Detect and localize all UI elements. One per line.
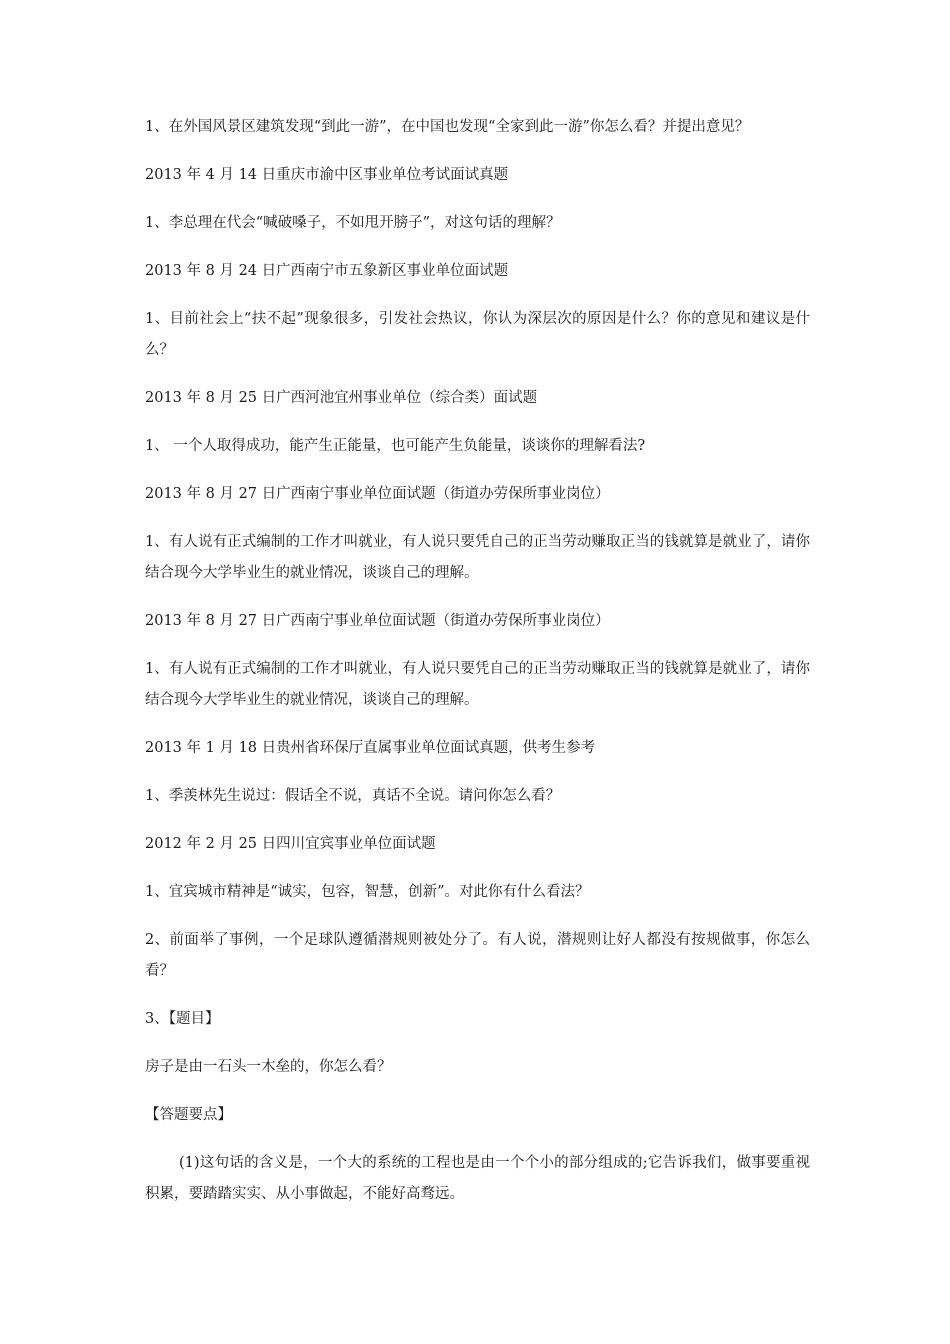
exam-heading: 2013 年 8 月 25 日广西河池宜州事业单位（综合类）面试题 [145,390,538,406]
question-text: 1、 一个人取得成功，能产生正能量，也可能产生负能量，谈谈你的理解看法? [145,438,646,454]
question-text: 1、在外国风景区建筑发现“到此一游”，在中国也发现“全家到此一游”你怎么看？并提出意见？ [145,119,750,135]
question-label: 3、【题目】 [145,1011,220,1027]
question-text: 1、有人说有正式编制的工作才叫就业，有人说只要凭自己的正当劳动赚取正当的钱就算是就业了，请你结合现今大学毕业生的就业情况，谈谈自己的理解。 [145,534,810,581]
exam-heading: 2012 年 2 月 25 日四川宜宾事业单位面试题 [145,836,436,852]
question-text: 1、宜宾城市精神是“诚实，包容，智慧，创新”。对此你有什么看法？ [145,884,590,900]
exam-heading: 2013 年 4 月 14 日重庆市渝中区事业单位考试面试真题 [145,167,509,183]
exam-heading: 2013 年 8 月 27 日广西南宁事业单位面试题（街道办劳保所事业岗位） [145,613,610,629]
question-text: 1、季羡林先生说过：假话全不说，真话不全说。请问你怎么看？ [145,788,561,804]
exam-heading: 2013 年 1 月 18 日贵州省环保厅直属事业单位面试真题，供考生参考 [145,740,596,756]
question-text: 1、目前社会上“扶不起”现象很多，引发社会热议，你认为深层次的原因是什么？你的意见和建议是什么？ [145,311,810,358]
answer-point: (1)这句话的含义是，一个大的系统的工程也是由一个个小的部分组成的;它告诉我们，做事要重视积累，要踏踏实实、从小事做起，不能好高骛远。 [145,1155,810,1202]
question-text: 2、前面举了事例，一个足球队遵循潜规则被处分了。有人说，潜规则让好人都没有按规做事，你怎么看？ [145,932,810,979]
question-text: 1、有人说有正式编制的工作才叫就业，有人说只要凭自己的正当劳动赚取正当的钱就算是就业了，请你结合现今大学毕业生的就业情况，谈谈自己的理解。 [145,661,810,708]
question-text: 房子是由一石头一木垒的，你怎么看？ [145,1059,392,1075]
question-text: 1、李总理在代会“喊破嗓子，不如甩开膀子”，对这句话的理解？ [145,215,561,231]
answer-key-label: 【答题要点】 [145,1107,232,1123]
exam-heading: 2013 年 8 月 24 日广西南宁市五象新区事业单位面试题 [145,263,509,279]
exam-heading: 2013 年 8 月 27 日广西南宁事业单位面试题（街道办劳保所事业岗位） [145,486,610,502]
document-page [145,112,810,1227]
